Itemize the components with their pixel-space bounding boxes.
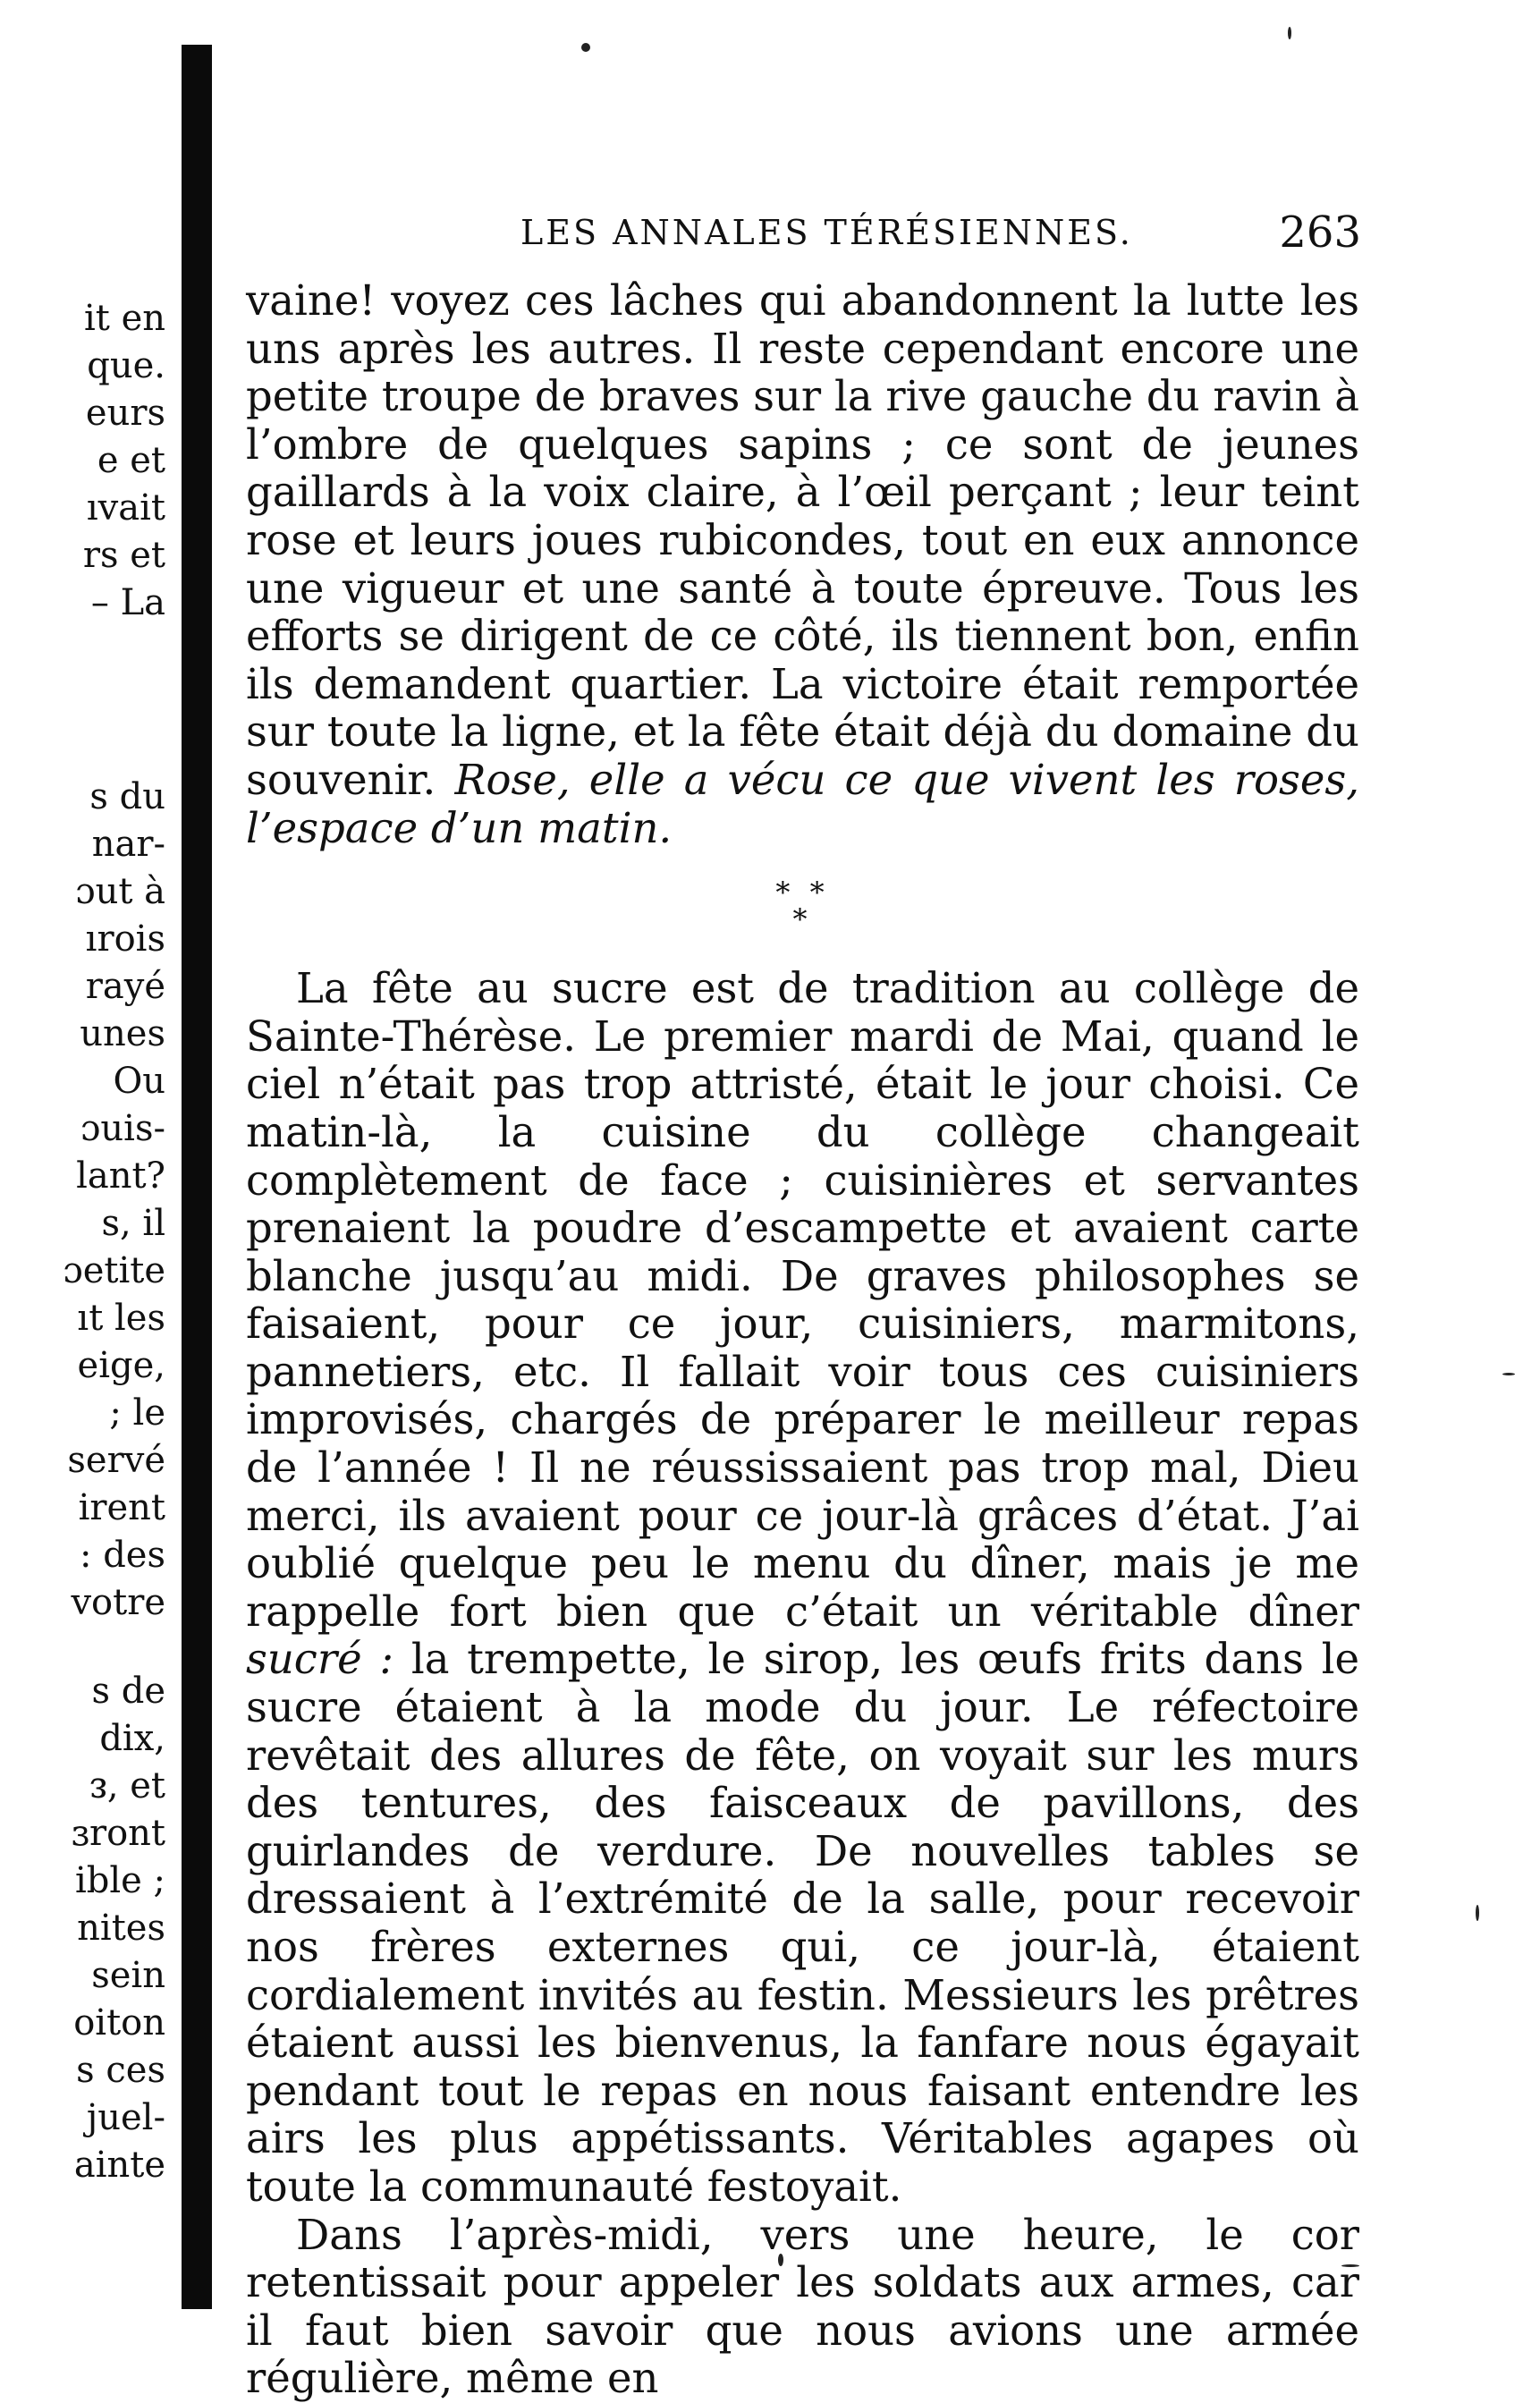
book-gutter-shadow	[182, 45, 212, 2309]
fragment-line: irent	[78, 1487, 165, 1528]
fragment-line: dix,	[99, 1718, 165, 1759]
paragraph-text: Dans l’après-midi, vers une heure, le cor retentissait pour appeler les soldats aux armes, car il faut bien savoir que nous avions une armée régulière, même en	[246, 2210, 1359, 2403]
section-asterism	[246, 876, 1359, 937]
page-body	[246, 277, 1359, 2403]
asterism-top: * *	[775, 876, 830, 910]
fragment-line: ırois	[85, 918, 165, 960]
fragment-line: s de	[91, 1671, 165, 1712]
asterism-bottom: *	[792, 902, 813, 937]
fragment-line: ible ;	[74, 1860, 165, 1901]
fragment-line: oiton	[73, 2002, 165, 2043]
running-title: LES ANNALES TÉRÉSIENNES.	[520, 213, 1133, 252]
fragment-line: nites	[77, 1908, 165, 1949]
scan-speck	[1476, 1905, 1479, 1921]
fragment-line: eurs	[85, 393, 165, 434]
scan-speck	[581, 43, 590, 52]
fragment-line: ɔuis-	[80, 1108, 165, 1149]
page-number: 263	[1279, 207, 1361, 258]
fragment-line: it en	[83, 298, 165, 339]
fragment-line: : des	[80, 1535, 165, 1576]
fragment-line: ; le	[109, 1392, 165, 1434]
adjacent-page-fragments	[0, 268, 174, 2325]
fragment-line: lant?	[76, 1155, 165, 1197]
fragment-line: ɔetite	[63, 1250, 165, 1291]
fragment-line: ᴈ, et	[89, 1765, 165, 1806]
fragment-line: servé	[67, 1440, 165, 1481]
fragment-line: que.	[87, 345, 165, 386]
fragment-line: Ou	[113, 1061, 165, 1102]
fragment-line: juel-	[86, 2097, 165, 2138]
scan-speck	[1502, 1373, 1515, 1375]
fragment-line: ıt les	[77, 1298, 165, 1339]
fragment-line: rs et	[82, 535, 165, 576]
fragment-line: ıvait	[86, 487, 165, 529]
italic-quote: Rose, elle a vécu ce que vivent les roses, l’espace d’un matin.	[246, 755, 1360, 852]
fragment-line: ɔut à	[75, 871, 165, 912]
italic-word: sucré :	[246, 1635, 394, 1684]
paragraph-text: la trempette, le sirop, les œufs frits dans le sucre étaient à la mode du jour. Le réfectoire revêtait des allures de fête, on voyait sur les murs des tentures, des faisceaux de pavillons, des guirlandes de verdure. De nouvelles tables se dressaient à l’extrémité de la salle, pour recevoir nos frères externes qui, ce jour-là, étaient cordialement invités au festin. Messieurs les prêtres étaient aussi les bienvenus, la fanfare nous égayait pendant tout le repas en nous faisant entendre les airs les plus appétissants. Véritables agapes où toute la communauté festoyait.	[246, 1635, 1359, 2211]
fragment-line: votre	[71, 1582, 165, 1623]
fragment-line: ɜront	[71, 1813, 165, 1854]
fragment-line: e et	[97, 440, 165, 481]
paragraph	[246, 2212, 1359, 2403]
fragment-line: sein	[91, 1955, 165, 1996]
paragraph-text: vaine! voyez ces lâches qui abandonnent la lutte les uns après les autres. Il reste cependant encore une petite troupe de braves sur la rive gauche du ravin à l’ombre de quelques sapins ; ce sont de jeunes gaillards à la voix claire, à l’œil perçant ; leur teint rose et leurs joues rubicondes, tout en eux annonce une vigueur et une santé à toute épreuve. Tous les efforts se dirigent de ce côté, ils tiennent bon, enfin ils demandent quartier. La victoire était remportée sur toute la ligne, et la fête était déjà du domaine du souvenir.	[246, 276, 1359, 804]
paragraph	[246, 965, 1359, 2211]
paragraph-text: La fête au sucre est de tradition au collège de Sainte-Thérèse. Le premier mardi de Mai, quand le ciel n’était pas trop attristé, était le jour choisi. Ce matin-là, la cuisine du collège changeait complètement de face ; cuisinières et servantes prenaient la poudre d’escampette et avaient carte blanche jusqu’au midi. De graves philosophes se faisaient, pour ce jour, cuisiniers, marmitons, pannetiers, etc. Il fallait voir tous ces cuisiniers improvisés, chargés de préparer le meilleur repas de l’année ! Il ne réussissaient pas trop mal, Dieu merci, ils avaient pour ce jour-là grâces d’état. J’ai oublié quelque peu le menu du dîner, mais je me rappelle fort bien que c’était un véritable dîner	[246, 964, 1359, 1636]
scan-speck	[1288, 27, 1291, 39]
fragment-line: unes	[80, 1013, 165, 1054]
fragment-line: ainte	[73, 2145, 165, 2186]
page-header	[501, 204, 1361, 258]
fragment-line: – La	[90, 582, 165, 623]
fragment-line: eige,	[77, 1345, 165, 1386]
fragment-line: s, il	[101, 1203, 165, 1244]
fragment-line: s du	[89, 776, 165, 817]
fragment-line: rayé	[85, 966, 165, 1007]
fragment-line: nar-	[91, 824, 165, 865]
fragment-line: s ces	[76, 2050, 165, 2091]
paragraph	[246, 277, 1359, 852]
